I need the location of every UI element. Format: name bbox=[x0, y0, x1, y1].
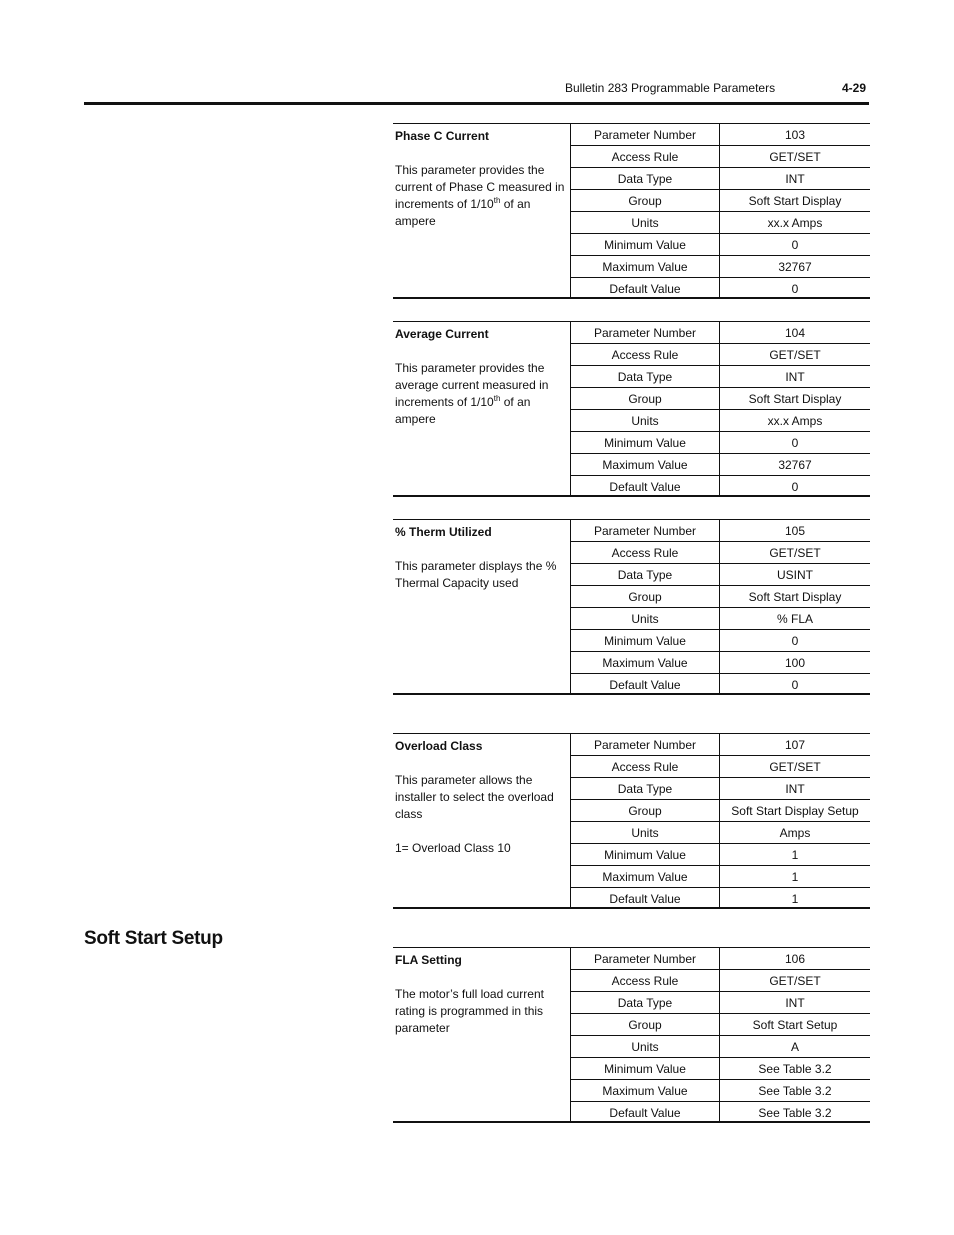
row-value: See Table 3.2 bbox=[720, 1080, 871, 1102]
section-heading: Soft Start Setup bbox=[84, 928, 223, 949]
row-value: 0 bbox=[720, 432, 871, 454]
table-row bbox=[571, 1036, 870, 1058]
page-header-title: Bulletin 283 Programmable Parameters bbox=[565, 81, 776, 95]
row-value: % FLA bbox=[720, 608, 871, 630]
parameter-description bbox=[393, 124, 571, 297]
row-label: Parameter Number bbox=[571, 124, 720, 146]
row-value: USINT bbox=[720, 564, 871, 586]
superscript: th bbox=[493, 394, 501, 403]
description-text: This parameter provides the average current measured in increments of 1/10 bbox=[395, 361, 549, 409]
row-value: 0 bbox=[720, 234, 871, 256]
table-row bbox=[571, 608, 870, 630]
row-value: GET/SET bbox=[720, 146, 871, 168]
table-row bbox=[571, 992, 870, 1014]
parameter-description bbox=[393, 948, 571, 1121]
row-label: Minimum Value bbox=[571, 432, 720, 454]
row-value: GET/SET bbox=[720, 542, 871, 564]
row-label: Parameter Number bbox=[571, 948, 720, 970]
table-row bbox=[571, 168, 870, 190]
table-row bbox=[571, 630, 870, 652]
row-label: Maximum Value bbox=[571, 866, 720, 888]
table-row bbox=[571, 366, 870, 388]
table-row bbox=[571, 756, 870, 778]
parameter-block bbox=[393, 947, 870, 1123]
parameter-block bbox=[393, 733, 870, 909]
row-label: Group bbox=[571, 388, 720, 410]
parameter-description-text bbox=[395, 360, 568, 428]
row-label: Units bbox=[571, 608, 720, 630]
row-label: Units bbox=[571, 822, 720, 844]
parameter-description bbox=[393, 734, 571, 907]
row-value: 105 bbox=[784, 523, 806, 538]
table-row bbox=[571, 410, 870, 432]
parameter-description bbox=[393, 322, 571, 495]
row-label: Minimum Value bbox=[571, 844, 720, 866]
parameter-name: Average Current bbox=[395, 327, 489, 341]
table-row bbox=[571, 388, 870, 410]
parameter-table bbox=[571, 520, 870, 695]
row-value: 106 bbox=[784, 951, 806, 966]
parameter-table bbox=[571, 734, 870, 909]
parameter-description-text: This parameter displays the % Thermal Capacity used bbox=[395, 559, 557, 590]
row-value: 0 bbox=[720, 476, 871, 498]
row-value: INT bbox=[720, 778, 871, 800]
parameter-table bbox=[571, 124, 870, 299]
row-label: Data Type bbox=[571, 168, 720, 190]
table-row bbox=[571, 844, 870, 866]
table-row bbox=[571, 256, 870, 278]
table-row bbox=[571, 190, 870, 212]
parameter-description bbox=[393, 520, 571, 693]
row-value: Soft Start Display Setup bbox=[720, 800, 871, 822]
row-value: INT bbox=[720, 168, 871, 190]
row-label: Default Value bbox=[571, 278, 720, 300]
row-label: Access Rule bbox=[571, 542, 720, 564]
table-row bbox=[571, 778, 870, 800]
parameter-name: Phase C Current bbox=[395, 129, 490, 143]
parameter-description-text: The motor’s full load current rating is programmed in this parameter bbox=[395, 987, 544, 1035]
row-label: Units bbox=[571, 1036, 720, 1058]
row-value: A bbox=[720, 1036, 871, 1058]
page-number: 4-29 bbox=[842, 81, 867, 95]
table-row bbox=[571, 822, 870, 844]
table-row bbox=[571, 212, 870, 234]
description-text-end: of an ampere bbox=[395, 395, 531, 426]
table-row bbox=[571, 1102, 870, 1124]
table-row bbox=[571, 278, 870, 300]
row-value: xx.x Amps bbox=[720, 212, 871, 234]
parameter-name: % Therm Utilized bbox=[395, 525, 492, 539]
row-label: Data Type bbox=[571, 778, 720, 800]
row-label: Data Type bbox=[571, 366, 720, 388]
row-value: Soft Start Display bbox=[720, 388, 871, 410]
table-row bbox=[571, 124, 870, 146]
row-label: Default Value bbox=[571, 674, 720, 696]
table-row bbox=[571, 564, 870, 586]
parameter-block bbox=[393, 519, 870, 695]
row-value: INT bbox=[720, 366, 871, 388]
row-label: Group bbox=[571, 190, 720, 212]
row-value: 100 bbox=[720, 652, 871, 674]
row-value: 0 bbox=[720, 630, 871, 652]
row-label: Default Value bbox=[571, 1102, 720, 1124]
parameter-name: Overload Class bbox=[395, 739, 483, 753]
row-label: Group bbox=[571, 800, 720, 822]
header-rule bbox=[84, 102, 869, 105]
row-value: 107 bbox=[784, 737, 806, 752]
row-value: 1 bbox=[720, 844, 871, 866]
row-label: Parameter Number bbox=[571, 520, 720, 542]
row-value: xx.x Amps bbox=[720, 410, 871, 432]
row-value: 104 bbox=[784, 325, 806, 340]
row-label: Data Type bbox=[571, 992, 720, 1014]
table-row bbox=[571, 800, 870, 822]
table-row bbox=[571, 948, 870, 970]
table-row bbox=[571, 1080, 870, 1102]
row-value: 32767 bbox=[720, 454, 871, 476]
description-text: This parameter provides the current of Phase C measured in increments of 1/10 bbox=[395, 163, 565, 211]
table-row bbox=[571, 888, 870, 910]
row-value: 32767 bbox=[720, 256, 871, 278]
row-label: Parameter Number bbox=[571, 322, 720, 344]
row-value: See Table 3.2 bbox=[720, 1058, 871, 1080]
row-label: Access Rule bbox=[571, 146, 720, 168]
table-row bbox=[571, 674, 870, 696]
table-row bbox=[571, 432, 870, 454]
row-value: INT bbox=[720, 992, 871, 1014]
row-value: 1 bbox=[720, 888, 871, 910]
row-value: 1 bbox=[720, 866, 871, 888]
table-row bbox=[571, 970, 870, 992]
row-value: See Table 3.2 bbox=[720, 1102, 871, 1124]
row-label: Access Rule bbox=[571, 344, 720, 366]
parameter-description-text bbox=[395, 162, 568, 230]
row-value: GET/SET bbox=[720, 344, 871, 366]
parameter-table bbox=[571, 322, 870, 497]
row-label: Minimum Value bbox=[571, 630, 720, 652]
description-text-end: of an ampere bbox=[395, 197, 531, 228]
parameter-table bbox=[571, 948, 870, 1123]
row-value: Soft Start Display bbox=[720, 586, 871, 608]
row-value: 103 bbox=[784, 127, 806, 142]
row-label: Maximum Value bbox=[571, 454, 720, 476]
row-label: Group bbox=[571, 586, 720, 608]
table-row bbox=[571, 454, 870, 476]
row-label: Parameter Number bbox=[571, 734, 720, 756]
parameter-description-text: This parameter allows the installer to select the overload class bbox=[395, 773, 554, 821]
parameter-block bbox=[393, 123, 870, 299]
parameter-block bbox=[393, 321, 870, 497]
row-label: Access Rule bbox=[571, 970, 720, 992]
table-row bbox=[571, 1058, 870, 1080]
table-row bbox=[571, 866, 870, 888]
table-row bbox=[571, 734, 870, 756]
table-row bbox=[571, 542, 870, 564]
row-value: Soft Start Setup bbox=[720, 1014, 871, 1036]
table-row bbox=[571, 476, 870, 498]
table-row bbox=[571, 1014, 870, 1036]
row-label: Units bbox=[571, 212, 720, 234]
table-row bbox=[571, 146, 870, 168]
row-value: GET/SET bbox=[720, 970, 871, 992]
parameter-option-text: 1= Overload Class 10 bbox=[395, 841, 511, 855]
row-label: Units bbox=[571, 410, 720, 432]
row-value: Amps bbox=[720, 822, 871, 844]
row-label: Group bbox=[571, 1014, 720, 1036]
row-label: Maximum Value bbox=[571, 1080, 720, 1102]
table-row bbox=[571, 344, 870, 366]
row-value: 0 bbox=[720, 674, 871, 696]
row-label: Data Type bbox=[571, 564, 720, 586]
row-label: Maximum Value bbox=[571, 652, 720, 674]
row-label: Minimum Value bbox=[571, 1058, 720, 1080]
table-row bbox=[571, 234, 870, 256]
table-row bbox=[571, 586, 870, 608]
row-label: Maximum Value bbox=[571, 256, 720, 278]
superscript: th bbox=[493, 196, 501, 205]
table-row bbox=[571, 652, 870, 674]
row-label: Default Value bbox=[571, 888, 720, 910]
table-row bbox=[571, 322, 870, 344]
parameter-name: FLA Setting bbox=[395, 953, 462, 967]
row-value: Soft Start Display bbox=[720, 190, 871, 212]
row-value: 0 bbox=[720, 278, 871, 300]
table-row bbox=[571, 520, 870, 542]
row-value: GET/SET bbox=[720, 756, 871, 778]
row-label: Default Value bbox=[571, 476, 720, 498]
row-label: Minimum Value bbox=[571, 234, 720, 256]
row-label: Access Rule bbox=[571, 756, 720, 778]
